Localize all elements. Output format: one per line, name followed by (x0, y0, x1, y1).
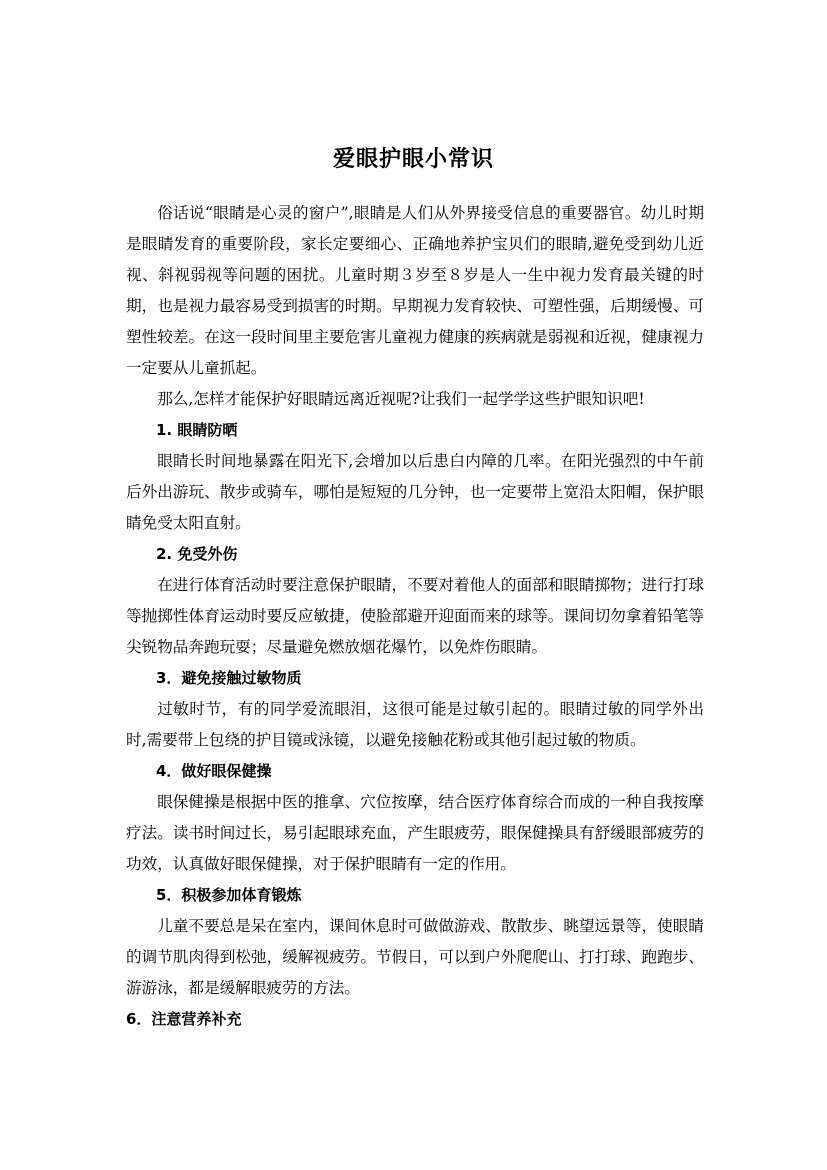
section-heading: 4．做好眼保健操 (156, 762, 272, 780)
section-heading: 3．避免接触过敏物质 (156, 669, 302, 687)
section-body: 过敏时节，有的同学爱流眼泪，这很可能是过敏引起的。眼睛过敏的同学外出时,需要带上包绕的护目镜或泳镜，以避免接触花粉或其他引起过敏的物质。 (126, 700, 704, 749)
section-body: 眼睛长时间地暴露在阳光下,会增加以后患白内障的几率。在阳光强烈的中午前后外出游玩、散步或骑车，哪怕是短短的几分钟，也一定要带上宽沿太阳帽，保护眼睛免受太阳直射。 (126, 452, 704, 532)
intro-question: 那么,怎样才能保护好眼睛远离近视呢?让我们一起学学这些护眼知识吧! (157, 390, 645, 408)
section-heading: 6．注意营养补充 (126, 1010, 242, 1028)
section-heading: 1. 眼睛防晒 (156, 421, 238, 439)
section-body: 眼保健操是根据中医的推拿、穴位按摩，结合医疗体育综合而成的一种自我按摩疗法。读书时间过长，易引起眼球充血，产生眼疲劳，眼保健操具有舒缓眼部疲劳的功效，认真做好眼保健操，对于保护眼睛有一定的作用。 (126, 793, 704, 873)
section-heading: 2. 免受外伤 (156, 545, 238, 563)
section-body: 在进行体育活动时要注意保护眼睛，不要对着他人的面部和眼睛掷物；进行打球等抛掷性体育运动时要反应敏捷，使脸部避开迎面而来的球等。课间切勿拿着铅笔等尖锐物品奔跑玩耍；尽量避免燃放烟花爆竹，以免炸伤眼睛。 (126, 576, 704, 656)
section-heading: 5．积极参加体育锻炼 (156, 886, 302, 904)
intro-paragraph: 俗话说“眼睛是心灵的窗户”,眼睛是人们从外界接受信息的重要器官。幼儿时期是眼睛发育的重要阶段，家长定要细心、正确地养护宝贝们的眼睛,避免受到幼儿近视、斜视弱视等问题的困扰。儿童时期３岁至８岁是人一生中视力发育最关键的时期，也是视力最容易受到损害的时期。早期视力发育较快、可塑性强，后期缓慢、可塑性较差。在这一段时间里主要危害儿童视力健康的疾病就是弱视和近视，健康视力一定要从儿童抓起。 (126, 204, 704, 377)
document-title: 爱眼护眼小常识 (332, 146, 494, 172)
section-body: 儿童不要总是呆在室内，课间休息时可做做游戏、散散步、眺望远景等，使眼睛的调节肌肉得到松弛，缓解视疲劳。节假日，可以到户外爬爬山、打打球、跑跑步、游游泳，都是缓解眼疲劳的方法。 (126, 917, 704, 997)
document-body (126, 198, 704, 1035)
